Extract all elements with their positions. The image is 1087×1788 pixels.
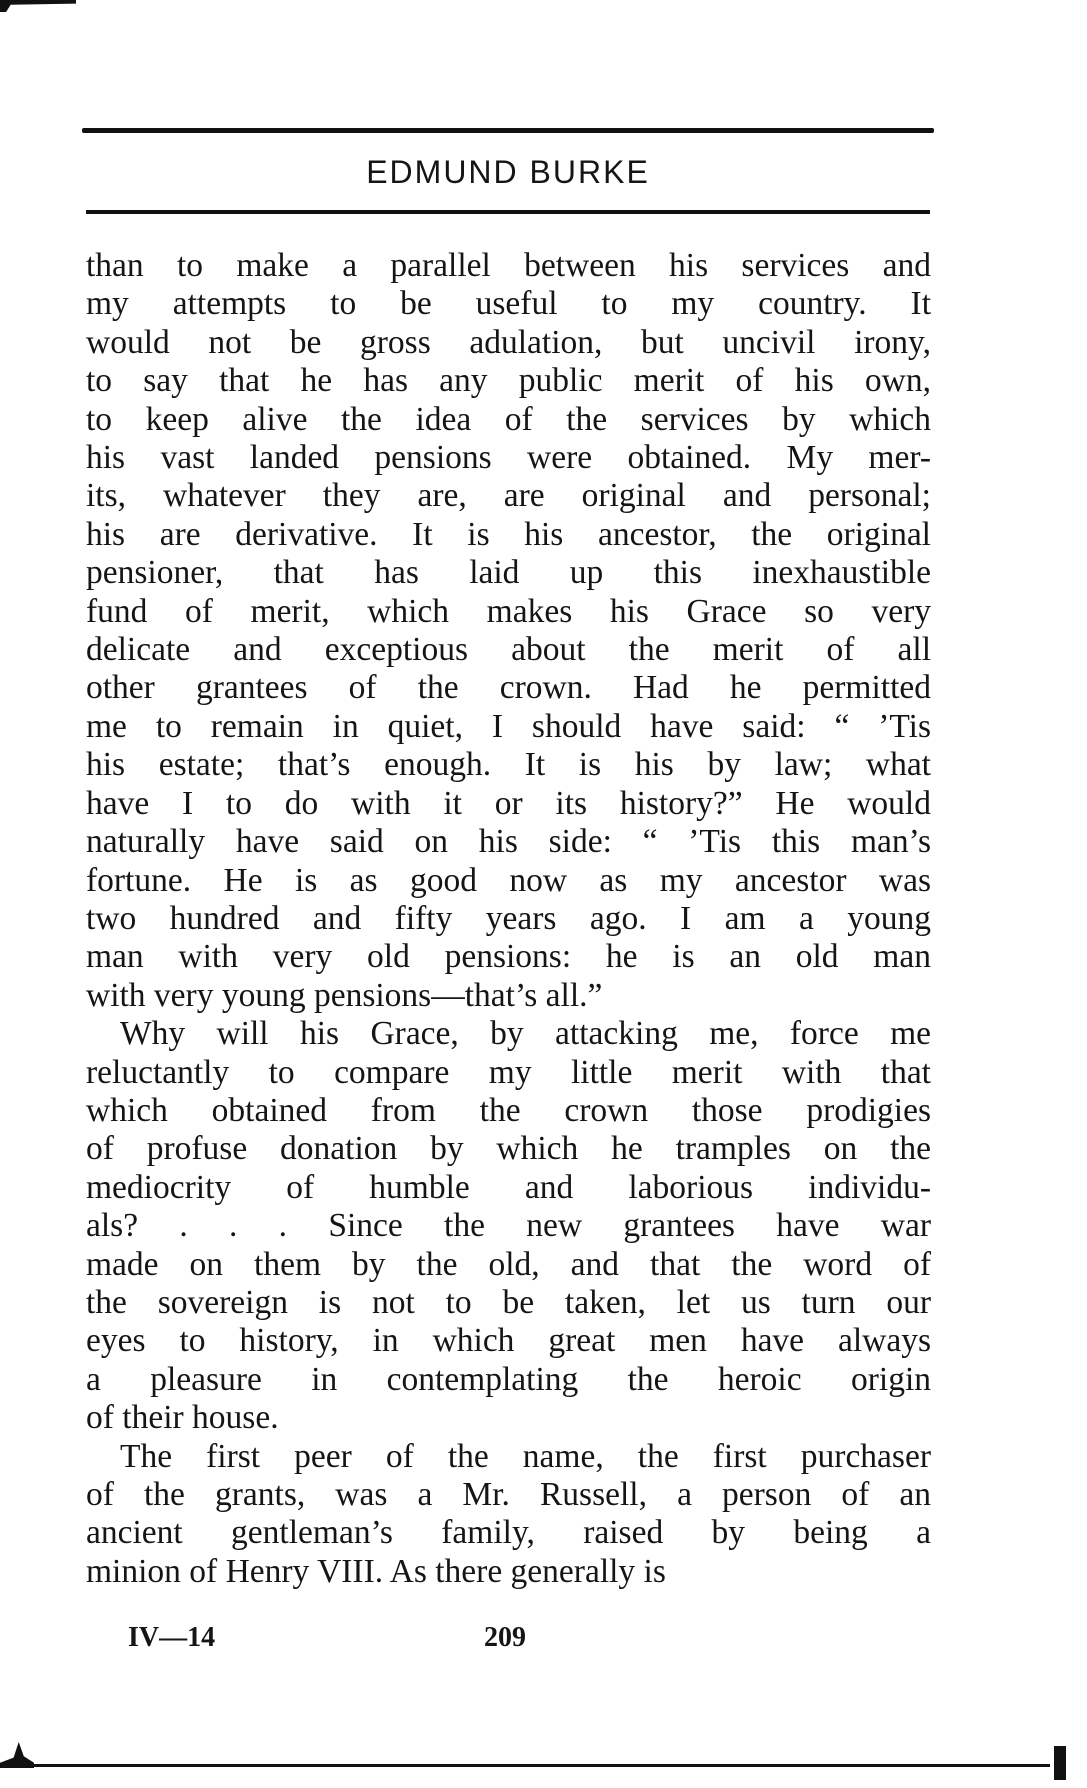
text-line: my attempts to be useful to my country. It xyxy=(86,285,931,323)
text-line: of their house. xyxy=(86,1399,279,1437)
text-line: its, whatever they are, are original and personal; xyxy=(86,477,931,515)
page-footer xyxy=(0,1622,1087,1662)
text-line: his are derivative. It is his ancestor, the original xyxy=(86,515,931,553)
paragraph xyxy=(86,1015,931,1437)
text-line: pensioner, that has laid up this inexhaustible xyxy=(86,554,931,592)
paragraph xyxy=(86,247,931,1015)
text-line: minion of Henry VIII. As there generally is xyxy=(86,1552,666,1590)
text-line: delicate and exceptious about the merit of all xyxy=(86,631,931,669)
running-title: EDMUND BURKE xyxy=(366,154,650,190)
text-line: reluctantly to compare my little merit with that xyxy=(86,1053,931,1091)
text-line: to say that he has any public merit of his own, xyxy=(86,362,931,400)
text-line: of profuse donation by which he tramples on the xyxy=(86,1130,931,1168)
signature-mark: IV—14 xyxy=(128,1622,216,1653)
corner-scan-mark xyxy=(0,0,76,12)
text-line: other grantees of the crown. Had he permitted xyxy=(86,669,931,707)
text-line: to keep alive the idea of the services by which xyxy=(86,400,931,438)
text-line: fortune. He is as good now as my ancestor was xyxy=(86,861,931,899)
text-line: have I to do with it or its history?” He would xyxy=(86,784,931,822)
text-line: naturally have said on his side: “ ’Tis this man’s xyxy=(86,823,931,861)
page-body xyxy=(86,247,931,1591)
text-line: made on them by the old, and that the word of xyxy=(86,1245,931,1283)
text-line: me to remain in quiet, I should have said: “ ’Tis xyxy=(86,707,931,745)
text-line: mediocrity of humble and laborious individu- xyxy=(86,1168,931,1206)
text-line: Why will his Grace, by attacking me, force me xyxy=(120,1015,931,1053)
header-rule-top xyxy=(82,128,934,133)
text-line: the sovereign is not to be taken, let us turn our xyxy=(86,1283,931,1321)
text-line: would not be gross adulation, but uncivil irony, xyxy=(86,323,931,361)
text-line: two hundred and fifty years ago. I am a young xyxy=(86,899,931,937)
text-line: man with very old pensions: he is an old man xyxy=(86,938,931,976)
text-line: The first peer of the name, the first purchaser xyxy=(120,1437,931,1475)
text-line: which obtained from the crown those prodigies xyxy=(86,1091,931,1129)
text-line: ancient gentleman’s family, raised by being a xyxy=(86,1514,931,1552)
text-line: eyes to history, in which great men have always xyxy=(86,1322,931,1360)
text-line: a pleasure in contemplating the heroic origin xyxy=(86,1360,931,1398)
header-rule-bottom xyxy=(86,210,930,214)
text-line: with very young pensions—that’s all.” xyxy=(86,976,603,1014)
text-line: als? . . . Since the new grantees have war xyxy=(86,1207,931,1245)
text-line: of the grants, was a Mr. Russell, a person of an xyxy=(86,1476,931,1513)
page-number: 209 xyxy=(484,1622,526,1653)
text-line: his vast landed pensions were obtained. My mer- xyxy=(86,439,931,477)
text-line: fund of merit, which makes his Grace so very xyxy=(86,592,931,630)
bottom-edge-rule xyxy=(0,1764,1050,1767)
paragraph xyxy=(86,1438,931,1592)
text-line: his estate; that’s enough. It is his by law; what xyxy=(86,746,931,784)
bottom-scan-mark-right xyxy=(1054,1746,1066,1780)
text-line: than to make a parallel between his services and xyxy=(86,247,931,284)
